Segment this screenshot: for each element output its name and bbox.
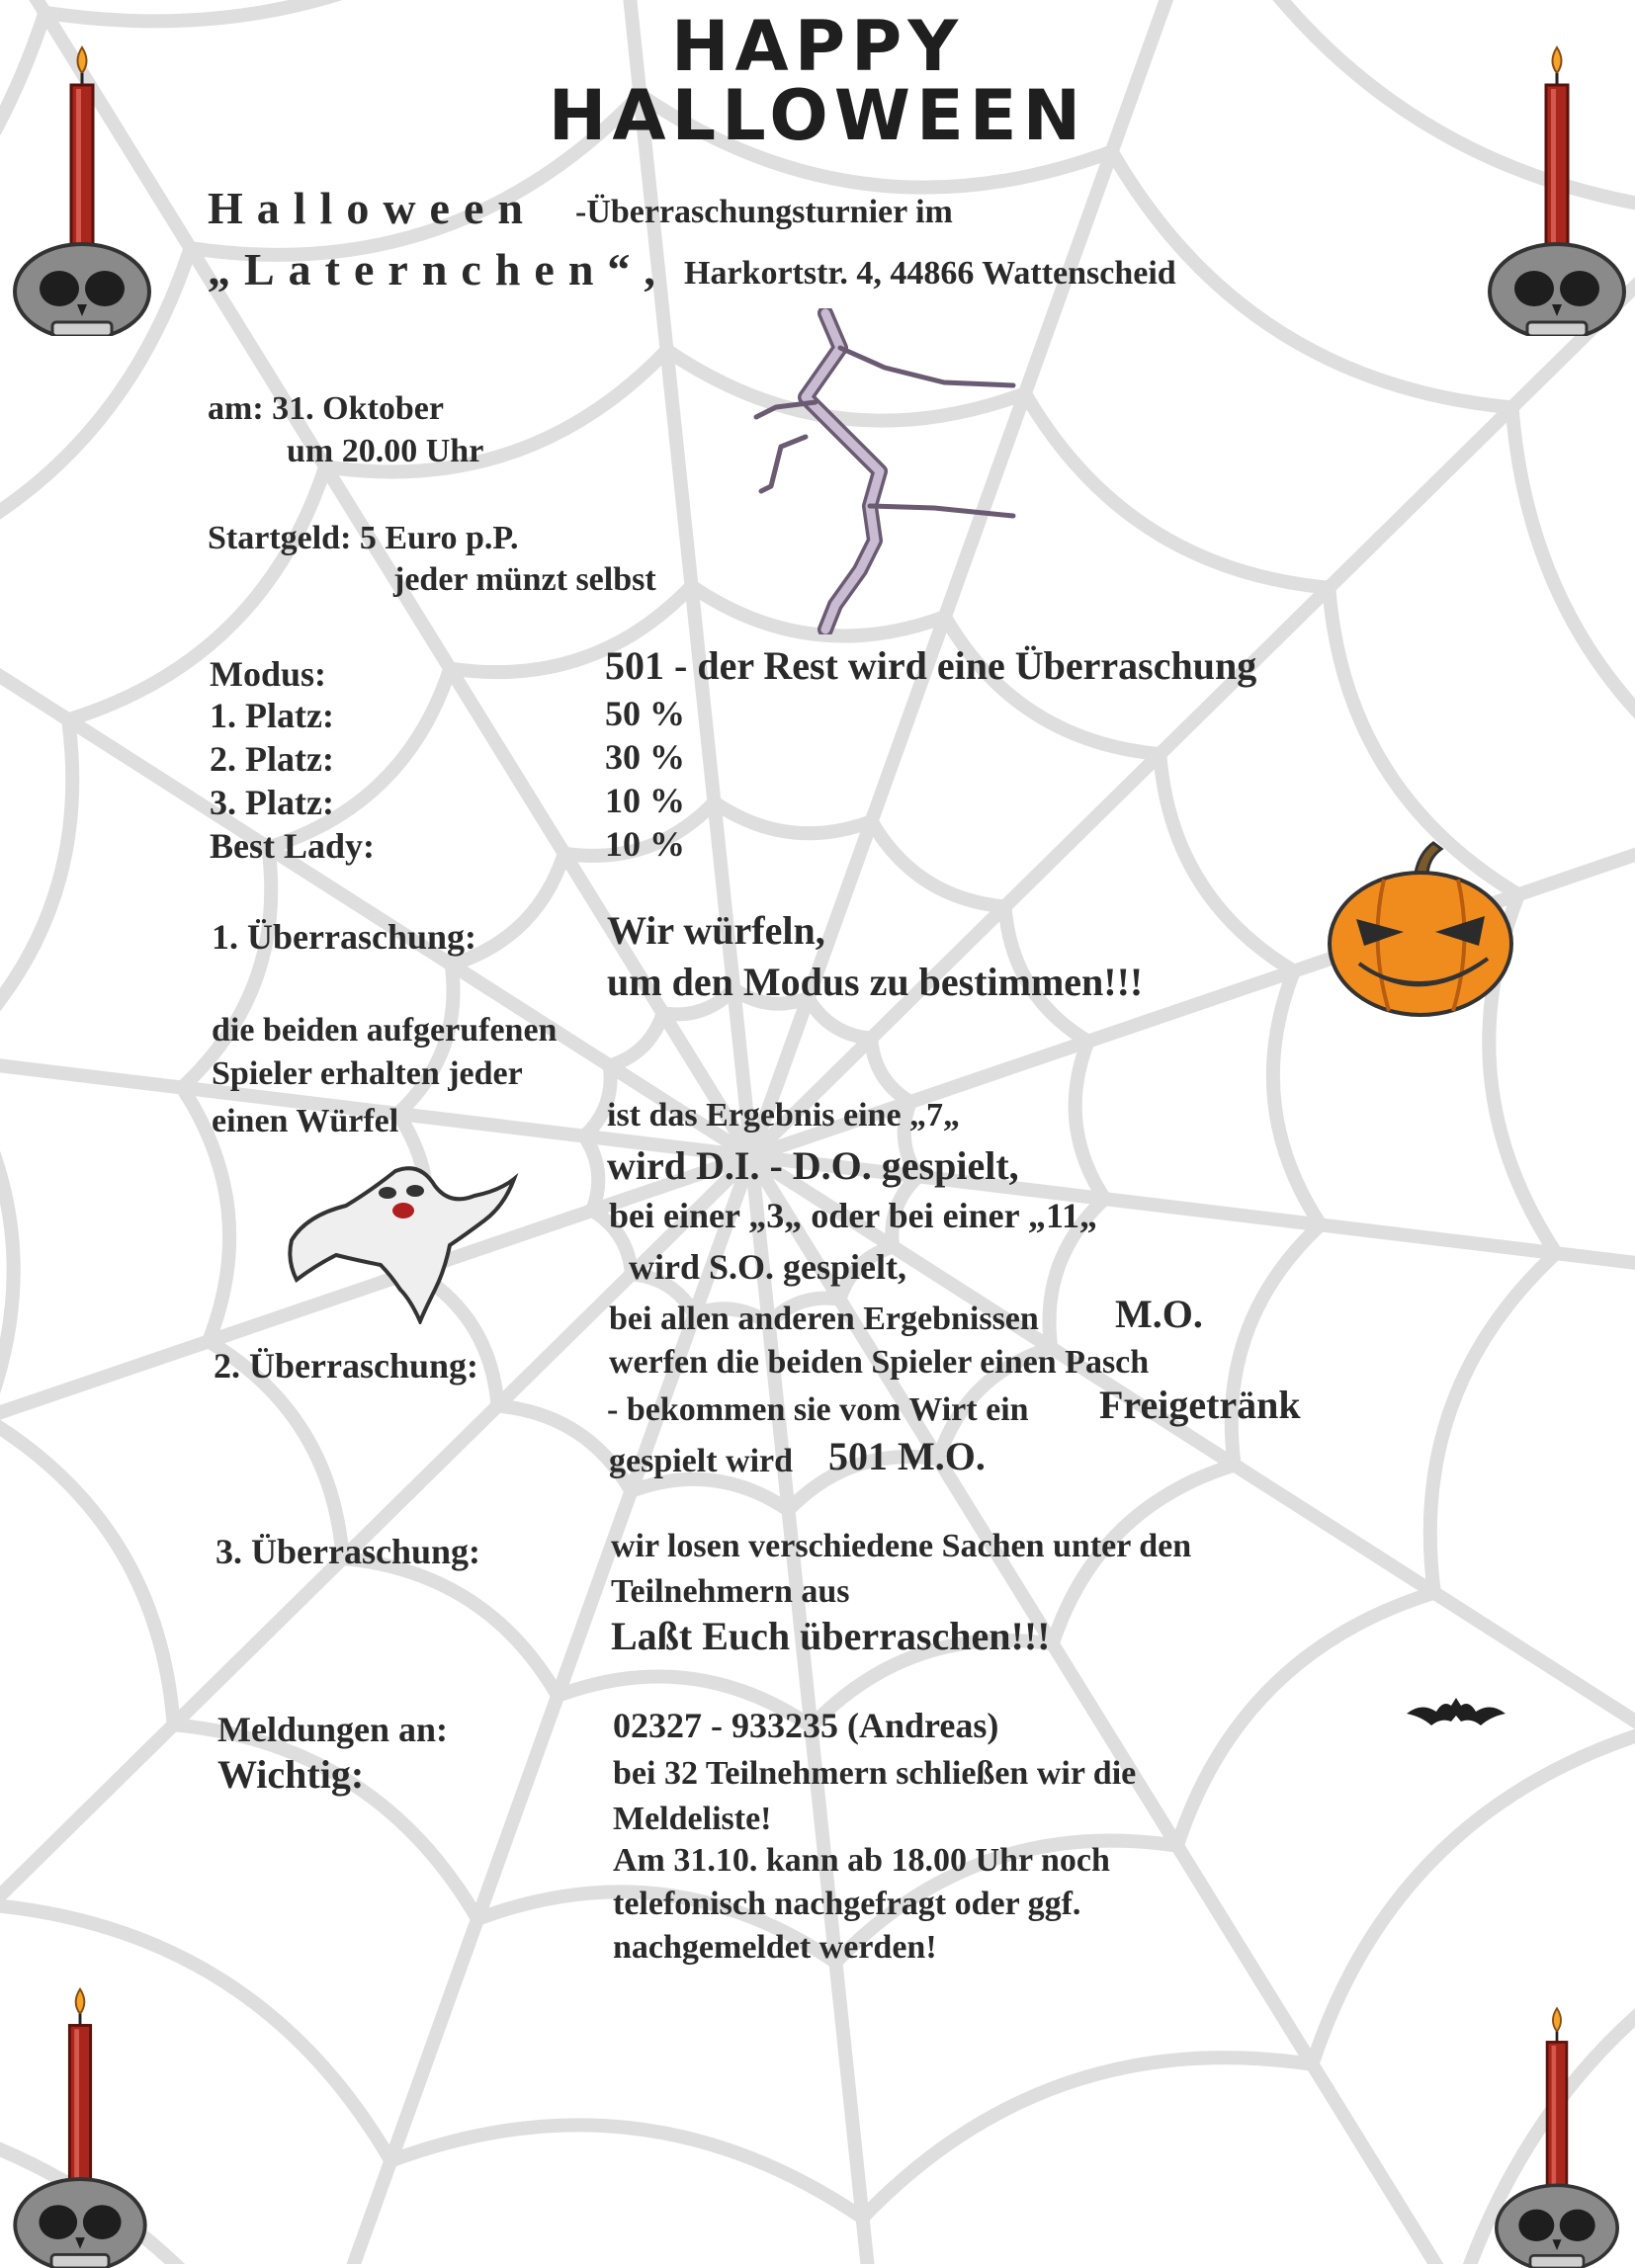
contact-phone: 02327 - 933235 (Andreas): [613, 1706, 999, 1745]
prize-label-1: 1. Platz:: [210, 696, 334, 735]
prize-label-mode: Modus:: [210, 654, 327, 694]
important-note-1: bei 32 Teilnehmern schließen wir die: [613, 1755, 1137, 1792]
ghost-icon: [277, 1151, 524, 1324]
surprise1-label: 1. Überraschung:: [212, 917, 476, 957]
important-label: Wichtig:: [217, 1752, 365, 1797]
intro-name: Halloween: [208, 183, 537, 233]
important-note-2: Meldeliste!: [613, 1801, 772, 1837]
title-halloween: HALLOWEEN: [548, 75, 1087, 156]
prize-value-1: 50 %: [605, 694, 685, 733]
prize-label-lady: Best Lady:: [210, 826, 376, 866]
surprise2-line2-emph: Freigetränk: [1099, 1383, 1301, 1427]
surprise1-rule5-mode: M.O.: [1115, 1292, 1203, 1336]
surprise1-rule3: bei einer „3„ oder bei einer „11„: [609, 1196, 1097, 1235]
candle-skull-icon-top-left: [8, 40, 156, 336]
prize-value-lady: 10 %: [605, 824, 685, 864]
candle-skull-icon-bottom-right: [1483, 2001, 1631, 2268]
event-date: am: 31. Oktober: [208, 390, 444, 427]
contact-label: Meldungen an:: [217, 1710, 449, 1749]
prize-label-3: 3. Platz:: [210, 783, 334, 822]
entry-fee-note: jeder münzt selbst: [393, 561, 656, 598]
surprise1-rule4: wird S.O. gespielt,: [629, 1247, 907, 1287]
prize-label-2: 2. Platz:: [210, 739, 334, 779]
candle-skull-icon-top-right: [1483, 40, 1631, 336]
surprise2-label: 2. Überraschung:: [214, 1346, 478, 1386]
surprise1-rule2: wird D.I. - D.O. gespielt,: [607, 1143, 1019, 1188]
surprise1-rule5: bei allen anderen Ergebnissen: [609, 1301, 1039, 1337]
surprise1-headline1: Wir würfeln,: [607, 908, 825, 953]
title-happy: HAPPY: [670, 6, 965, 87]
surprise1-headline2: um den Modus zu bestimmen!!!: [607, 960, 1144, 1004]
surprise1-players-line1: die beiden aufgerufenen: [212, 1012, 558, 1049]
surprise3-label: 3. Überraschung:: [215, 1532, 480, 1571]
intro-name-suffix: -Überraschungsturnier im: [575, 194, 953, 230]
surprise2-line3-emph: 501 M.O.: [828, 1434, 986, 1478]
surprise3-line2: Teilnehmern aus: [611, 1573, 850, 1610]
surprise2-line3: gespielt wird: [609, 1443, 794, 1479]
prize-value-2: 30 %: [605, 737, 685, 777]
important-note-5: nachgemeldet werden!: [613, 1929, 937, 1966]
prize-value-mode: 501 - der Rest wird eine Überraschung: [605, 643, 1257, 688]
important-note-3: Am 31.10. kann ab 18.00 Uhr noch: [613, 1842, 1110, 1879]
surprise2-line2: - bekommen sie vom Wirt ein: [607, 1391, 1029, 1428]
surprise3-line1: wir losen verschiedene Sachen unter den: [611, 1528, 1192, 1564]
pumpkin-icon: [1325, 835, 1517, 1018]
surprise1-players-line3: einen Würfel: [212, 1103, 399, 1139]
entry-fee: Startgeld: 5 Euro p.P.: [208, 520, 519, 556]
lightning-icon: [746, 308, 1023, 634]
surprise1-players-line2: Spieler erhalten jeder: [212, 1055, 523, 1092]
bat-icon: [1402, 1692, 1510, 1731]
prize-value-3: 10 %: [605, 781, 685, 820]
surprise2-line1: werfen die beiden Spieler einen Pasch: [609, 1344, 1150, 1381]
surprise3-line3: Laßt Euch überraschen!!!: [611, 1614, 1051, 1658]
surprise1-rule1: ist das Ergebnis eine „7„: [607, 1097, 961, 1134]
intro-venue: „Laternchen“,: [208, 244, 669, 294]
intro-address: Harkortstr. 4, 44866 Wattenscheid: [684, 255, 1176, 292]
candle-skull-icon-bottom-left: [6, 1981, 154, 2268]
event-time: um 20.00 Uhr: [287, 433, 484, 469]
important-note-4: telefonisch nachgefragt oder ggf.: [613, 1886, 1081, 1922]
